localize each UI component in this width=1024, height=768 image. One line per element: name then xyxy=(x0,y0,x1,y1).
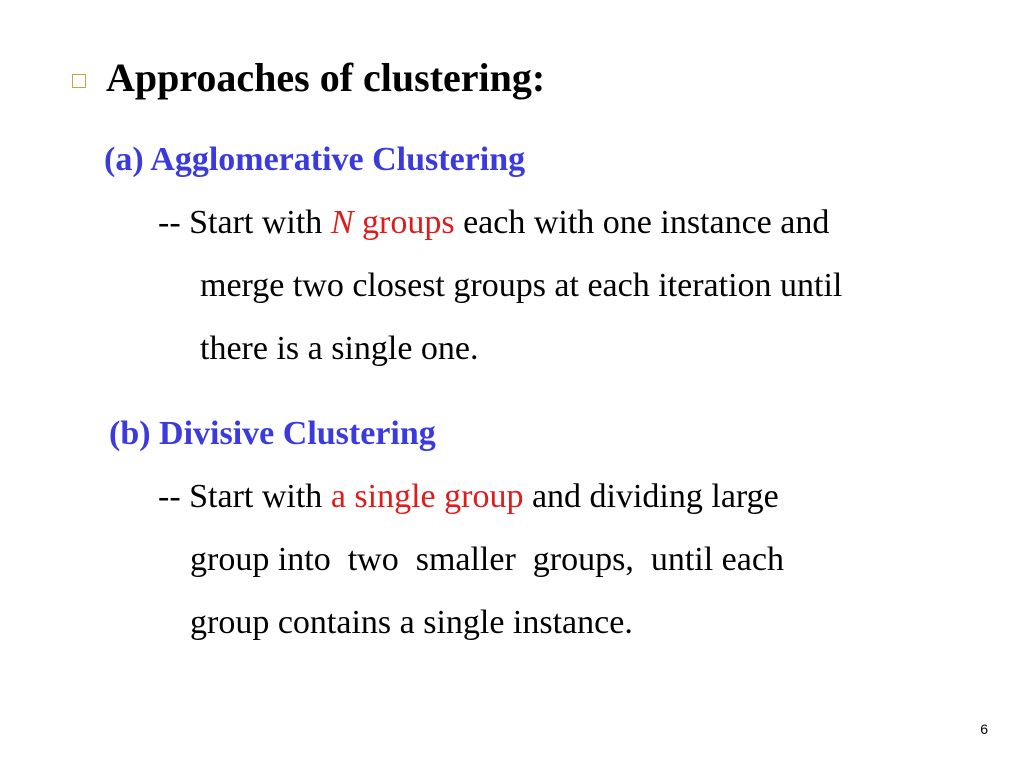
section-b-line-1 xyxy=(158,477,779,517)
highlight-single-group: a single group xyxy=(330,478,524,515)
section-b-title: (b) Divisive Clustering xyxy=(109,415,436,452)
spacer xyxy=(354,204,363,241)
line-suffix: each with one instance and xyxy=(454,204,830,241)
square-bullet-icon xyxy=(72,74,86,88)
section-a-line-3: there is a single one. xyxy=(200,330,479,367)
line-suffix: and dividing large xyxy=(523,478,779,515)
slide-heading: Approaches of clustering: xyxy=(106,55,546,100)
page-number: 6 xyxy=(980,721,988,737)
section-a-title: (a) Agglomerative Clustering xyxy=(104,141,526,178)
section-b-line-3: group contains a single instance. xyxy=(190,604,633,641)
section-b-line-2: group into two smaller groups, until each xyxy=(190,541,784,578)
variable-n: N xyxy=(330,204,354,241)
line-prefix: -- Start with xyxy=(158,478,331,515)
section-a-line-2: merge two closest groups at each iteration until xyxy=(200,267,843,304)
line-prefix: -- Start with xyxy=(158,204,331,241)
highlight-groups: groups xyxy=(362,204,455,241)
section-a-line-1 xyxy=(158,203,829,243)
